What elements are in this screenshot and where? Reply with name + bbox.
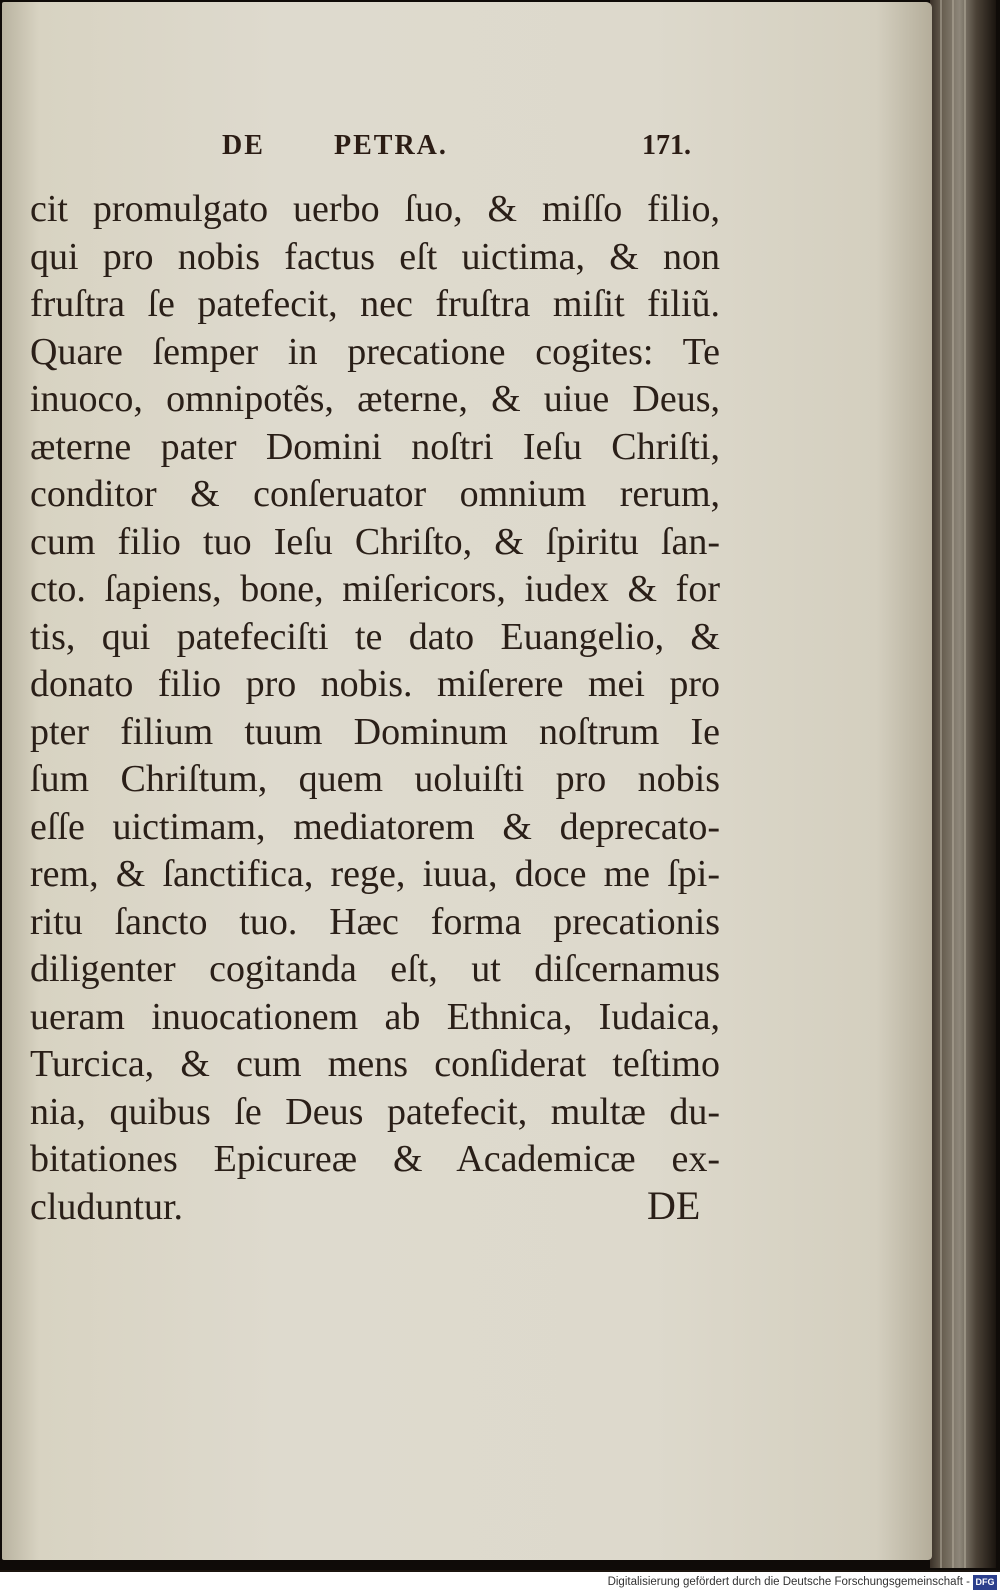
text-line: eſſe uictimam, mediatorem & deprecato-: [30, 805, 720, 848]
text-line: fruſtra ſe patefecit, nec fruſtra miſit filiũ.: [30, 283, 720, 325]
book-page-edges: [930, 0, 996, 1568]
header-title: PETRA.: [334, 130, 448, 161]
text-line: ritu ſancto tuo. Hæc forma precationis: [30, 900, 720, 943]
dfg-logo: DFG: [973, 1575, 997, 1590]
page-number: 171.: [642, 130, 691, 161]
text-line: rem, & ſanctifica, rege, iuua, doce me ſpi-: [30, 853, 720, 895]
footer-bar: [0, 1572, 1000, 1596]
text-line: cto. ſapiens, bone, miſericors, iudex & for: [30, 568, 720, 610]
text-line: tis, qui patefeciſti te dato Euangelio, &: [30, 615, 720, 658]
text-line: cluduntur.: [30, 1185, 184, 1228]
text-line: inuoco, omnipotẽs, æterne, & uiue Deus,: [30, 378, 720, 420]
catchword: DE: [647, 1183, 701, 1228]
text-line: conditor & conſeruator omnium rerum,: [30, 473, 720, 515]
text-line: cit promulgato uerbo ſuo, & miſſo filio,: [30, 188, 720, 230]
text-line: æterne pater Domini noſtri Ieſu Chriſti,: [30, 425, 720, 468]
book-page: [2, 2, 932, 1560]
text-line: diligenter cogitanda eſt, ut diſcernamus: [30, 948, 720, 990]
body-text: [30, 186, 720, 1231]
text-line: pter filium tuum Dominum noſtrum Ie: [30, 710, 720, 753]
page-edge-line: [952, 0, 954, 1568]
header-left: DE: [222, 130, 265, 161]
text-line: bitationes Epicureæ & Academicæ ex-: [30, 1138, 720, 1180]
text-line: donato filio pro nobis. miſerere mei pro: [30, 663, 720, 705]
text-line: ueram inuocationem ab Ethnica, Iudaica,: [30, 995, 720, 1038]
funding-credit: Digitalisierung gefördert durch die Deutsche Forschungsgemeinschaft -: [607, 1576, 970, 1588]
running-header: [2, 124, 932, 174]
text-line: Turcica, & cum mens conſiderat teſtimo: [30, 1043, 720, 1085]
text-line: cum filio tuo Ieſu Chriſto, & ſpiritu ſan-: [30, 520, 720, 563]
page-edge-line: [940, 0, 942, 1568]
text-line: qui pro nobis factus eſt uictima, & non: [30, 235, 720, 278]
text-line: ſum Chriſtum, quem uoluiſti pro nobis: [30, 758, 720, 800]
page-edge-line: [964, 0, 966, 1568]
text-line: nia, quibus ſe Deus patefecit, multæ du-: [30, 1090, 720, 1133]
text-line: Quare ſemper in precatione cogites: Te: [30, 330, 720, 373]
